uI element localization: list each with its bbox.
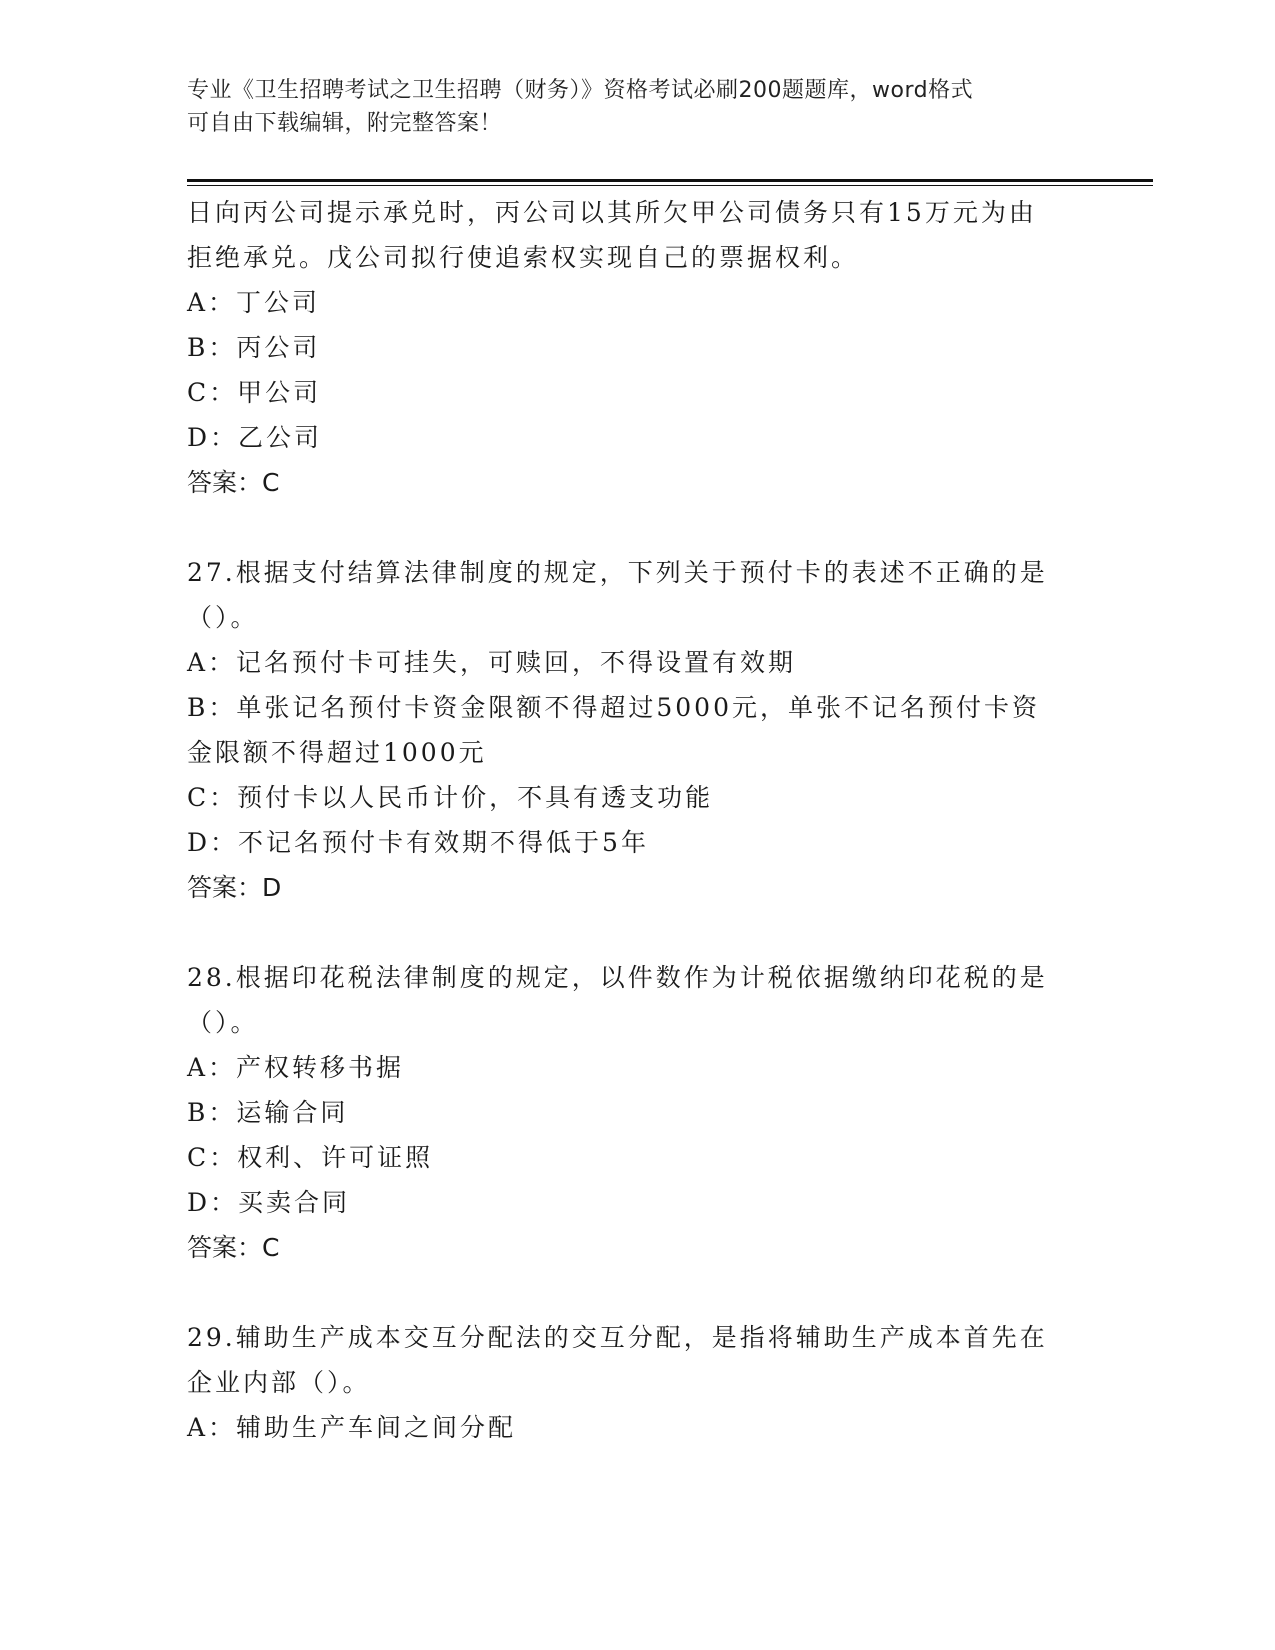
answer: 答案：C xyxy=(187,468,280,497)
option-a: A：记名预付卡可挂失，可赎回，不得设置有效期 xyxy=(187,648,797,677)
option-b: B：运输合同 xyxy=(187,1098,349,1127)
question-stem: 企业内部（）。 xyxy=(187,1368,371,1397)
header-line-1: 专业《卫生招聘考试之卫生招聘（财务）》资格考试必刷200题题库，word格式 xyxy=(187,78,974,103)
option-a: A：丁公司 xyxy=(187,288,321,317)
question-text: 拒绝承兑。戊公司拟行使追索权实现自己的票据权利。 xyxy=(187,243,860,272)
document-header xyxy=(187,74,1067,140)
question-text: 日向丙公司提示承兑时，丙公司以其所欠甲公司债务只有15万元为由 xyxy=(187,198,1037,227)
question-stem: （）。 xyxy=(187,1008,259,1037)
option-d: D：不记名预付卡有效期不得低于5年 xyxy=(187,828,649,857)
question-stem: 29.辅助生产成本交互分配法的交互分配，是指将辅助生产成本首先在 xyxy=(187,1323,1048,1352)
option-b: B：丙公司 xyxy=(187,333,321,362)
option-b: B：单张记名预付卡资金限额不得超过5000元，单张不记名预付卡资 xyxy=(187,693,1040,722)
document-body xyxy=(187,190,1077,1450)
header-divider-thin xyxy=(187,185,1153,186)
option-a: A：产权转移书据 xyxy=(187,1053,405,1082)
question-stem: 28.根据印花税法律制度的规定，以件数作为计税依据缴纳印花税的是 xyxy=(187,963,1048,992)
answer: 答案：C xyxy=(187,1233,280,1262)
question-stem: 27.根据支付结算法律制度的规定，下列关于预付卡的表述不正确的是 xyxy=(187,558,1048,587)
question-stem: （）。 xyxy=(187,603,259,632)
option-a: A：辅助生产车间之间分配 xyxy=(187,1413,517,1442)
option-c: C：预付卡以人民币计价，不具有透支功能 xyxy=(187,783,714,812)
header-divider-thick xyxy=(187,179,1153,182)
option-c: C：甲公司 xyxy=(187,378,322,407)
question-28 xyxy=(187,955,1077,1270)
option-d: D：买卖合同 xyxy=(187,1188,351,1217)
option-c: C：权利、许可证照 xyxy=(187,1143,434,1172)
question-27 xyxy=(187,550,1077,910)
answer: 答案：D xyxy=(187,873,282,902)
question-29 xyxy=(187,1315,1077,1450)
header-line-2: 可自由下载编辑，附完整答案！ xyxy=(187,111,503,136)
question-26-continued xyxy=(187,190,1077,505)
option-b-continued: 金限额不得超过1000元 xyxy=(187,738,487,767)
option-d: D：乙公司 xyxy=(187,423,323,452)
